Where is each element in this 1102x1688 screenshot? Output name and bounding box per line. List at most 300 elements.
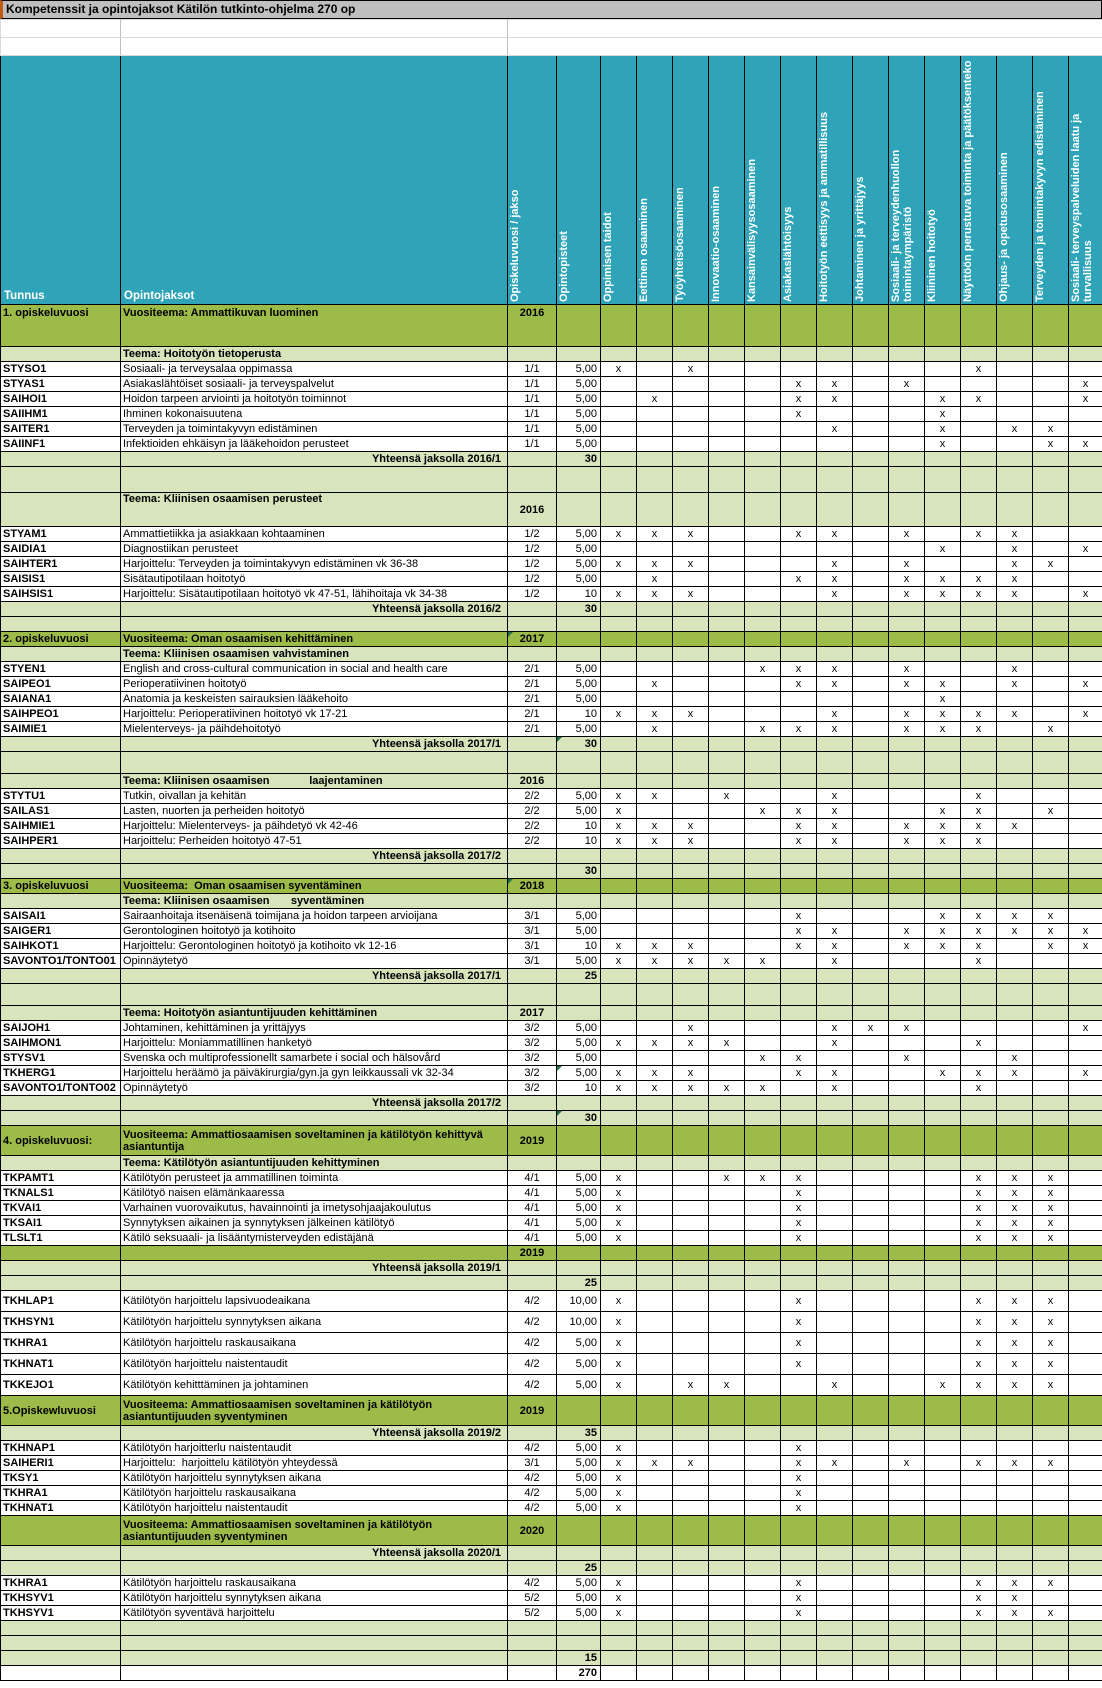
competence-mark-cell[interactable]: x <box>1033 1216 1069 1231</box>
year-period-cell[interactable] <box>508 737 557 752</box>
year-period-cell[interactable] <box>508 1096 557 1111</box>
mark-cell[interactable] <box>745 819 781 834</box>
credits-cell[interactable]: 15 <box>557 1651 601 1666</box>
mark-cell[interactable] <box>601 1051 637 1066</box>
mark-cell[interactable] <box>925 1276 961 1291</box>
mark-cell[interactable] <box>1033 617 1069 632</box>
mark-cell[interactable] <box>1069 1171 1102 1186</box>
mark-cell[interactable] <box>637 969 673 984</box>
mark-cell[interactable] <box>673 1426 709 1441</box>
mark-cell[interactable] <box>817 1651 853 1666</box>
mark-cell[interactable] <box>673 1096 709 1111</box>
competence-mark-cell[interactable]: x <box>961 1354 997 1375</box>
competence-mark-cell[interactable]: x <box>997 1591 1033 1606</box>
mark-cell[interactable] <box>709 1021 745 1036</box>
mark-cell[interactable] <box>781 969 817 984</box>
competence-mark-cell[interactable]: x <box>601 789 637 804</box>
mark-cell[interactable] <box>853 1396 889 1426</box>
mark-cell[interactable] <box>817 1231 853 1246</box>
course-name-cell[interactable]: Kätilötyön harjoittelu naistentaudit <box>121 1354 508 1375</box>
competence-mark-cell[interactable]: x <box>601 954 637 969</box>
mark-cell[interactable] <box>745 849 781 864</box>
year-period-cell[interactable] <box>508 1261 557 1276</box>
competence-mark-cell[interactable]: x <box>601 362 637 377</box>
credits-cell[interactable] <box>557 984 601 1006</box>
mark-cell[interactable] <box>1033 1591 1069 1606</box>
course-name-cell[interactable] <box>121 1111 508 1126</box>
credits-cell[interactable]: 5,00 <box>557 1576 601 1591</box>
empty-cell[interactable] <box>508 20 1102 38</box>
mark-cell[interactable] <box>745 1036 781 1051</box>
competence-mark-cell[interactable]: x <box>745 804 781 819</box>
mark-cell[interactable] <box>745 1606 781 1621</box>
mark-cell[interactable] <box>673 1354 709 1375</box>
credits-cell[interactable]: 5,00 <box>557 1216 601 1231</box>
mark-cell[interactable] <box>817 1111 853 1126</box>
credits-cell[interactable]: 30 <box>557 737 601 752</box>
year-period-cell[interactable]: 2/1 <box>508 662 557 677</box>
mark-cell[interactable] <box>961 1096 997 1111</box>
mark-cell[interactable] <box>925 1561 961 1576</box>
mark-cell[interactable] <box>709 602 745 617</box>
mark-cell[interactable] <box>1033 849 1069 864</box>
mark-cell[interactable] <box>601 662 637 677</box>
competence-mark-cell[interactable]: x <box>673 527 709 542</box>
competence-mark-cell[interactable]: x <box>1033 1333 1069 1354</box>
course-name-cell[interactable] <box>121 1636 508 1651</box>
year-period-cell[interactable] <box>508 452 557 467</box>
competence-mark-cell[interactable]: x <box>709 1036 745 1051</box>
competence-mark-cell[interactable]: x <box>601 804 637 819</box>
mark-cell[interactable] <box>817 305 853 347</box>
mark-cell[interactable] <box>925 969 961 984</box>
mark-cell[interactable] <box>601 774 637 789</box>
mark-cell[interactable] <box>673 789 709 804</box>
mark-cell[interactable] <box>601 1156 637 1171</box>
mark-cell[interactable] <box>997 1426 1033 1441</box>
mark-cell[interactable] <box>817 1501 853 1516</box>
mark-cell[interactable] <box>1033 1246 1069 1261</box>
mark-cell[interactable] <box>745 542 781 557</box>
mark-cell[interactable] <box>925 1261 961 1276</box>
mark-cell[interactable] <box>709 305 745 347</box>
credits-cell[interactable]: 10 <box>557 939 601 954</box>
mark-cell[interactable] <box>745 1111 781 1126</box>
mark-cell[interactable] <box>745 774 781 789</box>
course-name-cell[interactable]: Yhteensä jaksolla 2017/1 <box>121 969 508 984</box>
mark-cell[interactable] <box>781 452 817 467</box>
empty-cell[interactable] <box>121 38 508 56</box>
mark-cell[interactable] <box>853 527 889 542</box>
competence-mark-cell[interactable]: x <box>817 834 853 849</box>
year-period-cell[interactable]: 4/1 <box>508 1171 557 1186</box>
course-name-cell[interactable]: Sosiaali- ja terveysalaa oppimassa <box>121 362 508 377</box>
credits-cell[interactable]: 5,00 <box>557 909 601 924</box>
year-period-cell[interactable]: 2016 <box>508 493 557 527</box>
competence-mark-cell[interactable]: x <box>925 1066 961 1081</box>
mark-cell[interactable] <box>889 452 925 467</box>
tunnus-cell[interactable]: TKHNAP1 <box>1 1441 121 1456</box>
mark-cell[interactable] <box>1069 864 1102 879</box>
credits-cell[interactable] <box>557 493 601 527</box>
mark-cell[interactable] <box>853 894 889 909</box>
mark-cell[interactable] <box>1033 1036 1069 1051</box>
mark-cell[interactable] <box>961 617 997 632</box>
competence-mark-cell[interactable]: x <box>601 1036 637 1051</box>
competence-mark-cell[interactable]: x <box>601 1186 637 1201</box>
competence-mark-cell[interactable]: x <box>781 1051 817 1066</box>
mark-cell[interactable] <box>1033 774 1069 789</box>
year-period-cell[interactable]: 3/1 <box>508 924 557 939</box>
credits-cell[interactable]: 5,00 <box>557 722 601 737</box>
year-period-cell[interactable]: 4/2 <box>508 1333 557 1354</box>
mark-cell[interactable] <box>709 493 745 527</box>
mark-cell[interactable] <box>889 467 925 493</box>
mark-cell[interactable] <box>925 1111 961 1126</box>
tunnus-cell[interactable] <box>1 1156 121 1171</box>
mark-cell[interactable] <box>853 1561 889 1576</box>
mark-cell[interactable] <box>889 984 925 1006</box>
mark-cell[interactable] <box>853 647 889 662</box>
tunnus-cell[interactable] <box>1 493 121 527</box>
mark-cell[interactable] <box>781 467 817 493</box>
mark-cell[interactable] <box>997 1396 1033 1426</box>
tunnus-cell[interactable]: STYAM1 <box>1 527 121 542</box>
mark-cell[interactable] <box>1069 1156 1102 1171</box>
competence-mark-cell[interactable]: x <box>1069 377 1102 392</box>
mark-cell[interactable] <box>637 1021 673 1036</box>
competence-mark-cell[interactable]: x <box>961 707 997 722</box>
mark-cell[interactable] <box>709 1516 745 1546</box>
mark-cell[interactable] <box>745 1486 781 1501</box>
mark-cell[interactable] <box>925 647 961 662</box>
competence-mark-cell[interactable]: x <box>961 1201 997 1216</box>
tunnus-cell[interactable]: SAISAI1 <box>1 909 121 924</box>
competence-mark-cell[interactable]: x <box>745 1171 781 1186</box>
mark-cell[interactable] <box>709 1426 745 1441</box>
competence-mark-cell[interactable]: x <box>1033 924 1069 939</box>
mark-cell[interactable] <box>997 602 1033 617</box>
credits-cell[interactable]: 270 <box>557 1666 601 1681</box>
mark-cell[interactable] <box>817 407 853 422</box>
mark-cell[interactable] <box>745 617 781 632</box>
mark-cell[interactable] <box>745 1333 781 1354</box>
mark-cell[interactable] <box>709 909 745 924</box>
mark-cell[interactable] <box>889 542 925 557</box>
competence-mark-cell[interactable]: x <box>961 1606 997 1621</box>
mark-cell[interactable] <box>637 849 673 864</box>
mark-cell[interactable] <box>1069 1111 1102 1126</box>
mark-cell[interactable] <box>709 1354 745 1375</box>
year-period-cell[interactable] <box>508 617 557 632</box>
mark-cell[interactable] <box>889 909 925 924</box>
credits-cell[interactable]: 5,00 <box>557 1231 601 1246</box>
mark-cell[interactable] <box>745 879 781 894</box>
mark-cell[interactable] <box>925 849 961 864</box>
mark-cell[interactable] <box>889 1621 925 1636</box>
mark-cell[interactable] <box>637 1396 673 1426</box>
mark-cell[interactable] <box>1033 707 1069 722</box>
mark-cell[interactable] <box>709 774 745 789</box>
mark-cell[interactable] <box>1069 1591 1102 1606</box>
competence-mark-cell[interactable]: x <box>817 819 853 834</box>
mark-cell[interactable] <box>1069 849 1102 864</box>
mark-cell[interactable] <box>673 1486 709 1501</box>
mark-cell[interactable] <box>889 362 925 377</box>
mark-cell[interactable] <box>601 677 637 692</box>
column-header-opiskeluvuosi[interactable] <box>508 56 557 305</box>
course-name-cell[interactable] <box>121 1561 508 1576</box>
mark-cell[interactable] <box>997 864 1033 879</box>
mark-cell[interactable] <box>709 1291 745 1312</box>
mark-cell[interactable] <box>961 542 997 557</box>
mark-cell[interactable] <box>637 984 673 1006</box>
course-name-cell[interactable]: Yhteensä jaksolla 2017/2 <box>121 1096 508 1111</box>
competence-mark-cell[interactable]: x <box>673 1081 709 1096</box>
mark-cell[interactable] <box>709 437 745 452</box>
competence-mark-cell[interactable]: x <box>601 1171 637 1186</box>
mark-cell[interactable] <box>745 1441 781 1456</box>
year-period-cell[interactable]: 2/2 <box>508 819 557 834</box>
mark-cell[interactable] <box>961 437 997 452</box>
mark-cell[interactable] <box>997 894 1033 909</box>
mark-cell[interactable] <box>961 493 997 527</box>
mark-cell[interactable] <box>709 347 745 362</box>
mark-cell[interactable] <box>781 789 817 804</box>
mark-cell[interactable] <box>997 752 1033 774</box>
mark-cell[interactable] <box>709 804 745 819</box>
column-header-tunnus[interactable]: Tunnus <box>1 56 121 305</box>
mark-cell[interactable] <box>709 1231 745 1246</box>
mark-cell[interactable] <box>745 587 781 602</box>
mark-cell[interactable] <box>601 422 637 437</box>
mark-cell[interactable] <box>781 1036 817 1051</box>
year-period-cell[interactable] <box>508 1666 557 1681</box>
mark-cell[interactable] <box>709 1216 745 1231</box>
mark-cell[interactable] <box>601 437 637 452</box>
credits-cell[interactable]: 5,00 <box>557 1051 601 1066</box>
mark-cell[interactable] <box>925 377 961 392</box>
credits-cell[interactable] <box>557 1156 601 1171</box>
tunnus-cell[interactable] <box>1 864 121 879</box>
mark-cell[interactable] <box>853 1333 889 1354</box>
year-period-cell[interactable] <box>508 347 557 362</box>
competence-mark-cell[interactable]: x <box>781 1501 817 1516</box>
mark-cell[interactable] <box>817 362 853 377</box>
course-name-cell[interactable]: Kätilötyön harjoittelu raskausaikana <box>121 1333 508 1354</box>
competence-mark-cell[interactable]: x <box>673 834 709 849</box>
course-name-cell[interactable]: Harjoittelu: Mielenterveys- ja päihdetyö vk 42-46 <box>121 819 508 834</box>
competence-mark-cell[interactable]: x <box>997 1456 1033 1471</box>
mark-cell[interactable] <box>637 1636 673 1651</box>
mark-cell[interactable] <box>709 1456 745 1471</box>
mark-cell[interactable] <box>997 834 1033 849</box>
mark-cell[interactable] <box>781 1375 817 1396</box>
course-name-cell[interactable]: Opinnäytetyö <box>121 1081 508 1096</box>
mark-cell[interactable] <box>637 662 673 677</box>
competence-mark-cell[interactable]: x <box>1033 1354 1069 1375</box>
credits-cell[interactable]: 5,00 <box>557 377 601 392</box>
tunnus-cell[interactable]: TKVAI1 <box>1 1201 121 1216</box>
mark-cell[interactable] <box>1033 662 1069 677</box>
mark-cell[interactable] <box>673 1606 709 1621</box>
mark-cell[interactable] <box>601 1546 637 1561</box>
competence-mark-cell[interactable]: x <box>781 1066 817 1081</box>
mark-cell[interactable] <box>1033 692 1069 707</box>
year-period-cell[interactable]: 4/2 <box>508 1312 557 1333</box>
mark-cell[interactable] <box>1069 1576 1102 1591</box>
mark-cell[interactable] <box>1069 969 1102 984</box>
competence-mark-cell[interactable]: x <box>745 1081 781 1096</box>
mark-cell[interactable] <box>961 1441 997 1456</box>
mark-cell[interactable] <box>745 1126 781 1156</box>
mark-cell[interactable] <box>853 467 889 493</box>
tunnus-cell[interactable]: TKHSYN1 <box>1 1312 121 1333</box>
mark-cell[interactable] <box>1069 834 1102 849</box>
mark-cell[interactable] <box>817 1096 853 1111</box>
mark-cell[interactable] <box>925 1171 961 1186</box>
competence-mark-cell[interactable]: x <box>817 789 853 804</box>
mark-cell[interactable] <box>709 647 745 662</box>
course-name-cell[interactable] <box>121 752 508 774</box>
mark-cell[interactable] <box>637 1171 673 1186</box>
empty-cell[interactable] <box>1 38 121 56</box>
competence-mark-cell[interactable]: x <box>817 587 853 602</box>
credits-cell[interactable] <box>557 1246 601 1261</box>
mark-cell[interactable] <box>637 467 673 493</box>
mark-cell[interactable] <box>673 1546 709 1561</box>
mark-cell[interactable] <box>745 1201 781 1216</box>
mark-cell[interactable] <box>889 1096 925 1111</box>
mark-cell[interactable] <box>1069 1486 1102 1501</box>
mark-cell[interactable] <box>709 722 745 737</box>
tunnus-cell[interactable]: TKNALS1 <box>1 1186 121 1201</box>
mark-cell[interactable] <box>709 467 745 493</box>
mark-cell[interactable] <box>853 1486 889 1501</box>
course-name-cell[interactable]: Yhteensä jaksolla 2017/2 <box>121 849 508 864</box>
course-name-cell[interactable]: Yhteensä jaksolla 2019/2 <box>121 1426 508 1441</box>
mark-cell[interactable] <box>745 677 781 692</box>
credits-cell[interactable]: 5,00 <box>557 1171 601 1186</box>
mark-cell[interactable] <box>709 1396 745 1426</box>
mark-cell[interactable] <box>1069 467 1102 493</box>
mark-cell[interactable] <box>889 305 925 347</box>
competence-mark-cell[interactable]: x <box>817 954 853 969</box>
mark-cell[interactable] <box>925 467 961 493</box>
year-period-cell[interactable]: 2/1 <box>508 707 557 722</box>
course-name-cell[interactable]: Kätilötyön harjoittelu synnytyksen aikana <box>121 1471 508 1486</box>
competence-mark-cell[interactable]: x <box>637 1066 673 1081</box>
year-period-cell[interactable]: 4/1 <box>508 1186 557 1201</box>
mark-cell[interactable] <box>1033 1486 1069 1501</box>
mark-cell[interactable] <box>1033 879 1069 894</box>
mark-cell[interactable] <box>781 1516 817 1546</box>
mark-cell[interactable] <box>709 362 745 377</box>
competence-mark-cell[interactable]: x <box>637 1456 673 1471</box>
course-name-cell[interactable]: Yhteensä jaksolla 2020/1 <box>121 1546 508 1561</box>
competence-mark-cell[interactable]: x <box>1069 1066 1102 1081</box>
tunnus-cell[interactable]: TKHNAT1 <box>1 1354 121 1375</box>
mark-cell[interactable] <box>673 662 709 677</box>
mark-cell[interactable] <box>637 305 673 347</box>
competence-mark-cell[interactable]: x <box>817 1456 853 1471</box>
mark-cell[interactable] <box>889 752 925 774</box>
mark-cell[interactable] <box>853 1006 889 1021</box>
competence-mark-cell[interactable]: x <box>637 1081 673 1096</box>
mark-cell[interactable] <box>817 1636 853 1651</box>
mark-cell[interactable] <box>889 1156 925 1171</box>
competence-mark-cell[interactable]: x <box>781 1591 817 1606</box>
year-period-cell[interactable]: 1/1 <box>508 407 557 422</box>
mark-cell[interactable] <box>853 752 889 774</box>
mark-cell[interactable] <box>1069 1606 1102 1621</box>
mark-cell[interactable] <box>673 1216 709 1231</box>
mark-cell[interactable] <box>853 1576 889 1591</box>
mark-cell[interactable] <box>961 662 997 677</box>
competence-mark-cell[interactable]: x <box>781 722 817 737</box>
mark-cell[interactable] <box>709 452 745 467</box>
credits-cell[interactable]: 30 <box>557 1111 601 1126</box>
column-header-competence-3[interactable] <box>673 56 709 305</box>
course-name-cell[interactable]: Yhteensä jaksolla 2016/1 <box>121 452 508 467</box>
mark-cell[interactable] <box>745 1651 781 1666</box>
mark-cell[interactable] <box>781 894 817 909</box>
competence-mark-cell[interactable]: x <box>601 1201 637 1216</box>
credits-cell[interactable] <box>557 774 601 789</box>
course-name-cell[interactable]: Harjoittelu: Moniammatillinen hanketyö <box>121 1036 508 1051</box>
credits-cell[interactable]: 5,00 <box>557 437 601 452</box>
credits-cell[interactable]: 5,00 <box>557 1201 601 1216</box>
tunnus-cell[interactable]: SAIHMON1 <box>1 1036 121 1051</box>
mark-cell[interactable] <box>853 1081 889 1096</box>
tunnus-cell[interactable]: 3. opiskeluvuosi <box>1 879 121 894</box>
competence-mark-cell[interactable]: x <box>997 1051 1033 1066</box>
mark-cell[interactable] <box>673 572 709 587</box>
mark-cell[interactable] <box>601 392 637 407</box>
mark-cell[interactable] <box>997 1471 1033 1486</box>
mark-cell[interactable] <box>1033 1426 1069 1441</box>
credits-cell[interactable] <box>557 894 601 909</box>
mark-cell[interactable] <box>1069 984 1102 1006</box>
mark-cell[interactable] <box>1069 1456 1102 1471</box>
mark-cell[interactable] <box>961 677 997 692</box>
course-name-cell[interactable]: Ihminen kokonaisuutena <box>121 407 508 422</box>
mark-cell[interactable] <box>889 1375 925 1396</box>
competence-mark-cell[interactable]: x <box>889 662 925 677</box>
competence-mark-cell[interactable]: x <box>781 939 817 954</box>
course-name-cell[interactable]: Gerontologinen hoitotyö ja kotihoito <box>121 924 508 939</box>
year-period-cell[interactable]: 3/2 <box>508 1066 557 1081</box>
mark-cell[interactable] <box>961 377 997 392</box>
mark-cell[interactable] <box>1069 1036 1102 1051</box>
credits-cell[interactable] <box>557 347 601 362</box>
mark-cell[interactable] <box>853 1051 889 1066</box>
mark-cell[interactable] <box>709 557 745 572</box>
mark-cell[interactable] <box>925 1576 961 1591</box>
competence-mark-cell[interactable]: x <box>1033 1201 1069 1216</box>
mark-cell[interactable] <box>1033 632 1069 647</box>
mark-cell[interactable] <box>673 1396 709 1426</box>
mark-cell[interactable] <box>817 493 853 527</box>
year-period-cell[interactable]: 4/1 <box>508 1231 557 1246</box>
mark-cell[interactable] <box>1069 894 1102 909</box>
credits-cell[interactable]: 5,00 <box>557 542 601 557</box>
mark-cell[interactable] <box>997 452 1033 467</box>
column-header-competence-10[interactable] <box>925 56 961 305</box>
mark-cell[interactable] <box>853 1186 889 1201</box>
course-name-cell[interactable]: Kätilö seksuaali- ja lisääntymisterveyden edistäjänä <box>121 1231 508 1246</box>
credits-cell[interactable] <box>557 1126 601 1156</box>
